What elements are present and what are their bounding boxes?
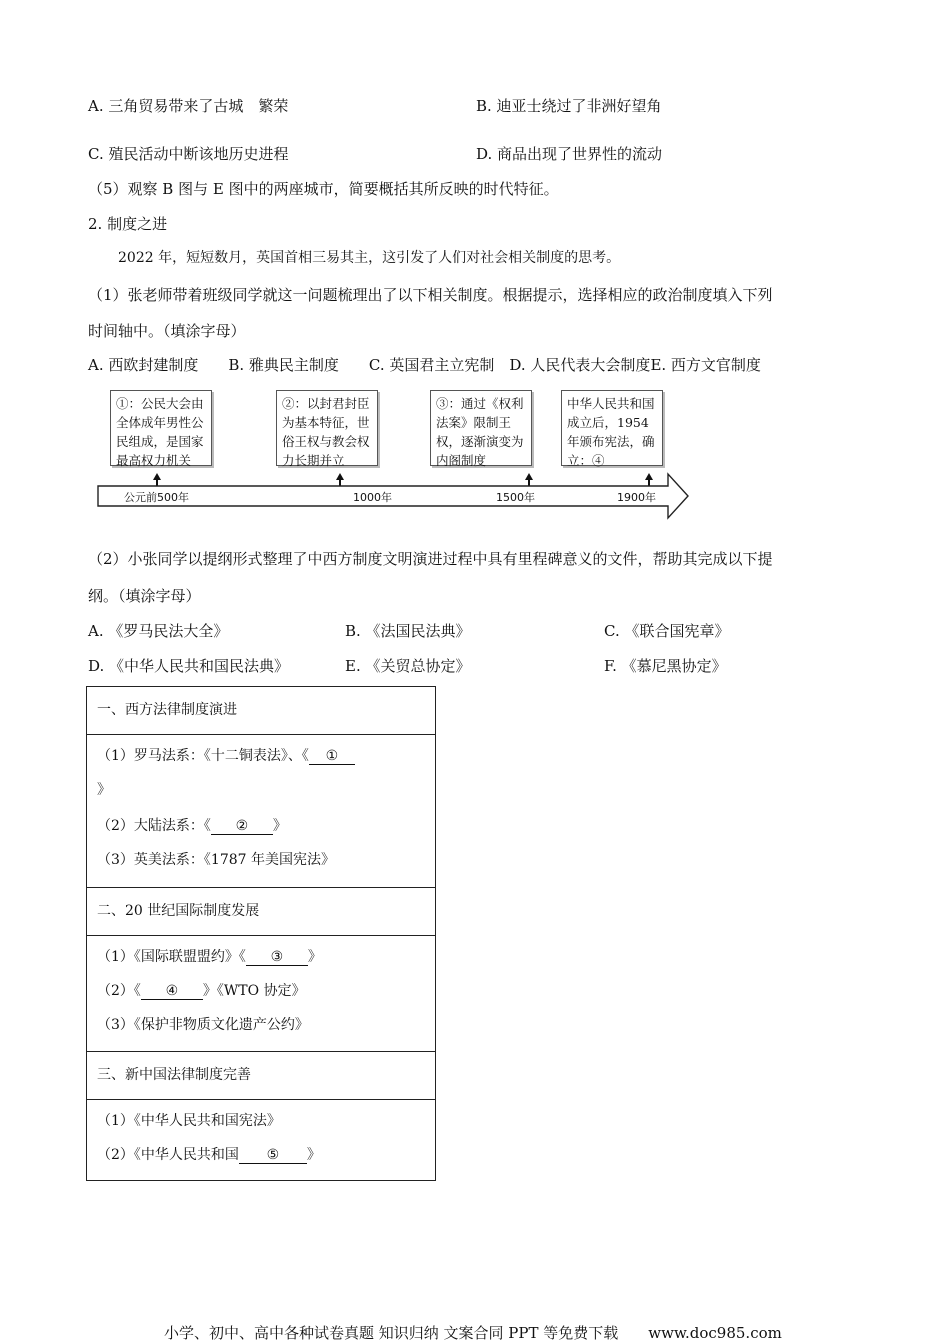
blank-2[interactable]: ② — [211, 818, 273, 835]
q1-line-1: （1）张老师带着班级同学就这一问题梳理出了以下相关制度。根据提示，选择相应的政治制度填入下列 — [88, 286, 773, 304]
timeline-box-4: 中华人民共和国成立后，1954年颁布宪法，确立：④ — [561, 390, 663, 466]
q2-line-1: （2）小张同学以提纲形式整理了中西方制度文明演进过程中具有里程碑意义的文件，帮助其完成以下提 — [88, 550, 773, 568]
outline-row-league: （1）《国际联盟盟约》《 ③ 》 — [97, 949, 322, 965]
outline-table — [86, 686, 436, 1181]
outline-row-wto: （2）《 ④ 》《WTO 协定》 — [97, 983, 306, 999]
option-a-prev: A. 三角贸易带来了古城 繁荣 — [88, 97, 289, 115]
q2-option-f: F. 《慕尼黑协定》 — [604, 657, 727, 675]
outline-section-3 — [87, 1100, 435, 1180]
outline-row-constitution: （1）《中华人民共和国宪法》 — [97, 1113, 281, 1129]
outline-row-roman: （1）罗马法系：《十二铜表法》、《 ① — [97, 745, 425, 779]
timeline-box-2: ②：以封君封臣为基本特征，世俗王权与教会权力长期并立 — [276, 390, 378, 466]
blank-5[interactable]: ⑤ — [239, 1147, 307, 1164]
outline-row-anglo: （3）英美法系：《1787 年美国宪法》 — [97, 852, 335, 868]
blank-3[interactable]: ③ — [246, 949, 308, 966]
timeline-label-1: 公元前500年 — [124, 491, 189, 504]
blank-4[interactable]: ④ — [141, 983, 203, 1000]
page-footer: 小学、初中、高中各种试卷真题 知识归纳 文案合同 PPT 等免费下载 www.doc985.com — [164, 1324, 782, 1342]
outline-row-prc: （2）《中华人民共和国 ⑤ 》 — [97, 1147, 321, 1163]
option-d-prev: D. 商品出现了世界性的流动 — [476, 145, 663, 163]
question-5: （5）观察 B 图与 E 图中的两座城市，简要概括其所反映的时代特征。 — [88, 180, 559, 198]
section-2-title: 2. 制度之进 — [88, 215, 168, 233]
q2-option-b: B. 《法国民法典》 — [345, 622, 471, 640]
option-b-prev: B. 迪亚士绕过了非洲好望角 — [476, 97, 662, 115]
section-2-intro: 2022 年，短短数月，英国首相三易其主，这引发了人们对社会相关制度的思考。 — [118, 250, 621, 266]
option-c-prev: C. 殖民活动中断该地历史进程 — [88, 145, 289, 163]
blank-1[interactable]: ① — [309, 748, 355, 765]
outline-row-continental: （2）大陆法系：《 ② 》 — [97, 818, 287, 834]
outline-heading-3: 三、新中国法律制度完善 — [87, 1052, 435, 1100]
q2-line-2: 纲。（填涂字母） — [88, 587, 201, 605]
outline-row-heritage: （3）《保护非物质文化遗产公约》 — [97, 1017, 309, 1033]
q2-option-c: C. 《联合国宪章》 — [604, 622, 730, 640]
q2-option-a: A. 《罗马民法大全》 — [88, 622, 229, 640]
q1-options: A. 西欧封建制度 B. 雅典民主制度 C. 英国君主立宪制 D. 人民代表大会制度E. 西方文官制度 — [88, 356, 761, 374]
q2-option-e: E. 《关贸总协定》 — [345, 657, 471, 675]
outline-row-roman-end: 》 — [97, 782, 111, 798]
outline-heading-1: 一、西方法律制度演进 — [87, 687, 435, 735]
q2-option-d: D. 《中华人民共和国民法典》 — [88, 657, 290, 675]
q1-line-2: 时间轴中。（填涂字母） — [88, 322, 246, 340]
timeline-box-1: ①：公民大会由全体成年男性公民组成，是国家最高权力机关 — [110, 390, 212, 466]
timeline-label-3: 1500年 — [496, 491, 535, 504]
timeline-label-2: 1000年 — [353, 491, 392, 504]
timeline-box-3: ③：通过《权利法案》限制王权，逐渐演变为内阁制度 — [430, 390, 532, 466]
outline-section-1 — [87, 735, 435, 888]
outline-heading-2: 二、20 世纪国际制度发展 — [87, 888, 435, 936]
outline-section-2 — [87, 936, 435, 1052]
timeline-label-4: 1900年 — [617, 491, 656, 504]
